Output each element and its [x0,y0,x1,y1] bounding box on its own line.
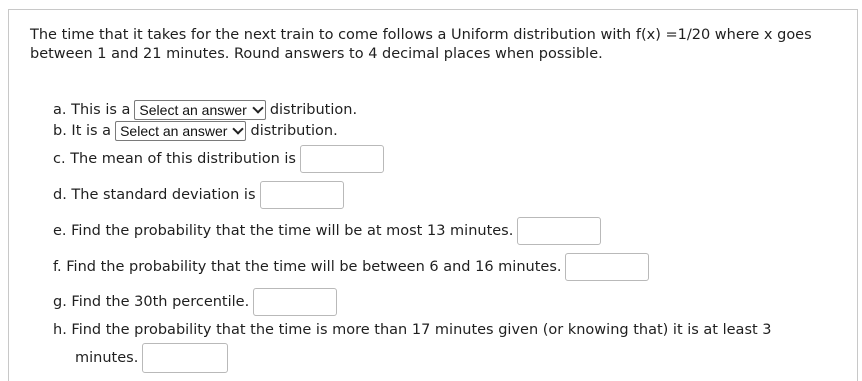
question-a-select[interactable] [134,100,265,120]
question-c-answer-input[interactable] [300,145,384,173]
question-h-label: h. Find the probability that the time is more than 17 minutes given (or knowing that) it is at least 3 [53,322,772,338]
question-b [53,121,338,141]
question-h-continuation: minutes. [75,350,139,366]
question-c-label: c. The mean of this distribution is [53,151,296,167]
question-b-select-value: Select an answer [120,123,228,139]
question-c [53,145,384,173]
question-d [53,181,344,209]
question-e-answer-input[interactable] [517,217,601,245]
question-d-answer-input[interactable] [260,181,344,209]
question-h-answer-input[interactable] [142,343,228,373]
question-a-suffix: distribution. [269,102,358,118]
question-g-label: g. Find the 30th percentile. [53,294,250,310]
question-a-prefix: a. This is a [53,102,131,118]
chevron-down-icon [233,123,244,134]
question-b-suffix: distribution. [250,123,338,139]
question-d-label: d. The standard deviation is [53,187,256,203]
question-e [53,217,601,245]
question-a-select-value: Select an answer [139,102,247,118]
question-f-label: f. Find the probability that the time will be between 6 and 16 minutes. [53,259,562,275]
question-f [53,253,649,281]
question-h-continued [75,343,228,373]
question-g-answer-input[interactable] [253,288,337,316]
question-g [53,288,337,316]
question-e-label: e. Find the probability that the time will be at most 13 minutes. [53,223,514,239]
problem-statement: The time that it takes for the next train to come follows a Uniform distribution with f(x) =1/20 where x goes between 1 and 21 minutes. Round answers to 4 decimal places when possible. [30,27,812,62]
chevron-down-icon [252,102,263,113]
question-f-answer-input[interactable] [565,253,649,281]
question-b-select[interactable] [115,121,246,141]
question-b-prefix: b. It is a [53,123,112,139]
question-a [53,100,357,120]
question-h [53,322,772,338]
